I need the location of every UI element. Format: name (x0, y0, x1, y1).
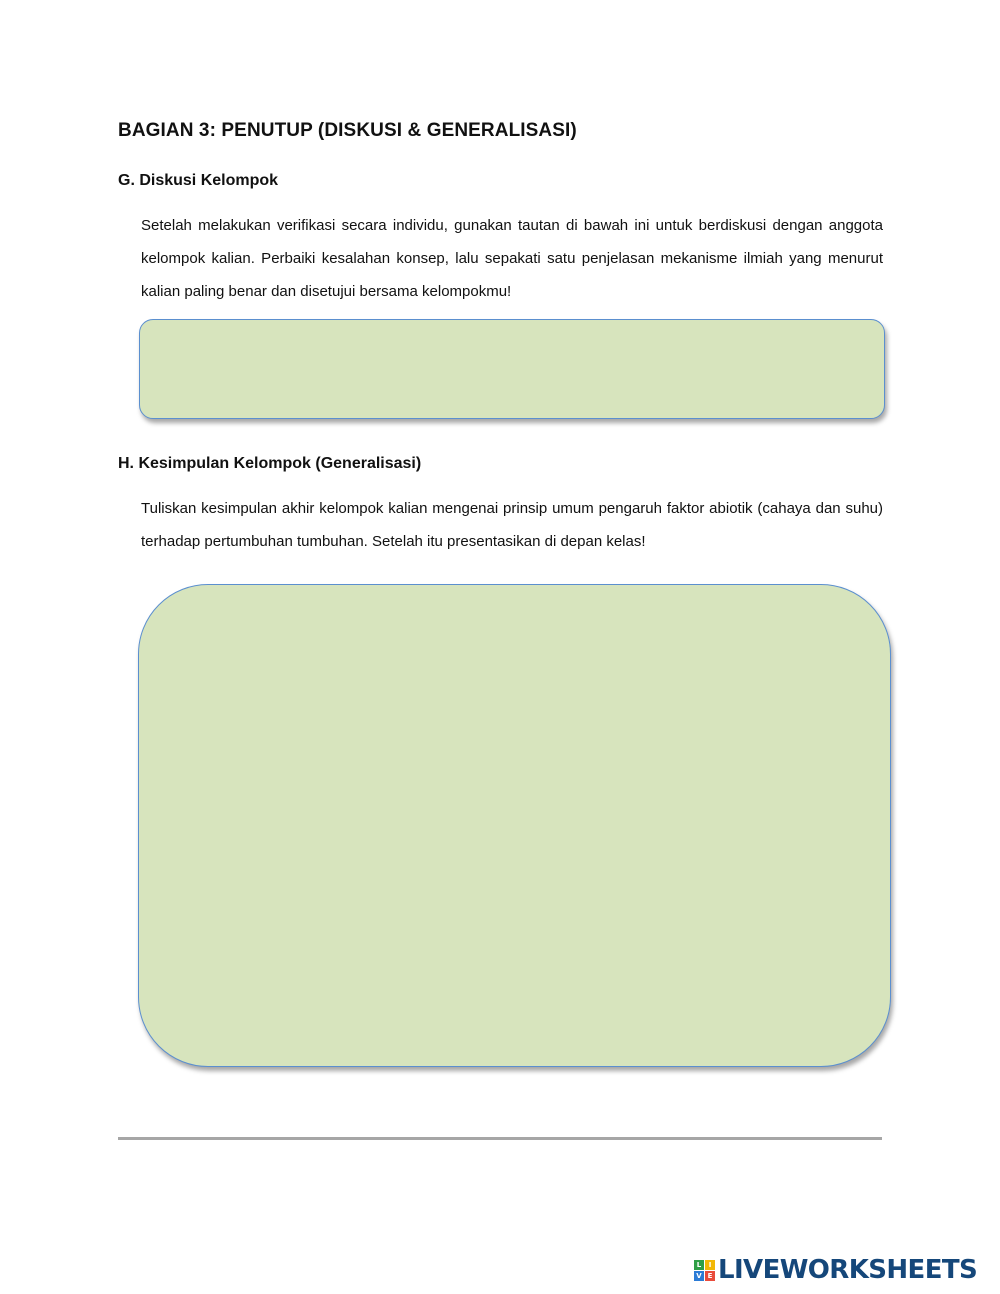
answer-box-diskusi-kelompok[interactable] (139, 319, 885, 419)
answer-box-kesimpulan-kelompok[interactable] (138, 584, 891, 1067)
logo-tile-v: V (694, 1271, 704, 1281)
section-title: BAGIAN 3: PENUTUP (DISKUSI & GENERALISASI) (118, 120, 577, 141)
logo-tile-e: E (705, 1271, 715, 1281)
logo-tile-i: I (705, 1260, 715, 1270)
liveworksheets-logo (694, 1255, 977, 1285)
logo-tile-l: L (694, 1260, 704, 1270)
footer-divider (118, 1137, 882, 1140)
instruction-kesimpulan-kelompok: Tuliskan kesimpulan akhir kelompok kalian mengenai prinsip umum pengaruh faktor abiotik (cahaya dan suhu) terhadap pertumbuhan tumbuhan. Setelah itu presentasikan di depan kelas! (141, 500, 883, 550)
heading-kesimpulan-kelompok: H. Kesimpulan Kelompok (Generalisasi) (118, 455, 422, 472)
liveworksheets-logo-icon (694, 1260, 715, 1281)
liveworksheets-logo-text: LIVEWORKSHEETS (718, 1255, 978, 1285)
instruction-diskusi-kelompok: Setelah melakukan verifikasi secara individu, gunakan tautan di bawah ini untuk berdiskusi dengan anggota kelompok kalian. Perbaiki kesalahan konsep, lalu sepakati satu penjelasan mekanisme ilmiah yang menurut kalian paling benar dan disetujui bersama kelompokmu! (141, 217, 883, 300)
heading-diskusi-kelompok: G. Diskusi Kelompok (118, 172, 279, 189)
